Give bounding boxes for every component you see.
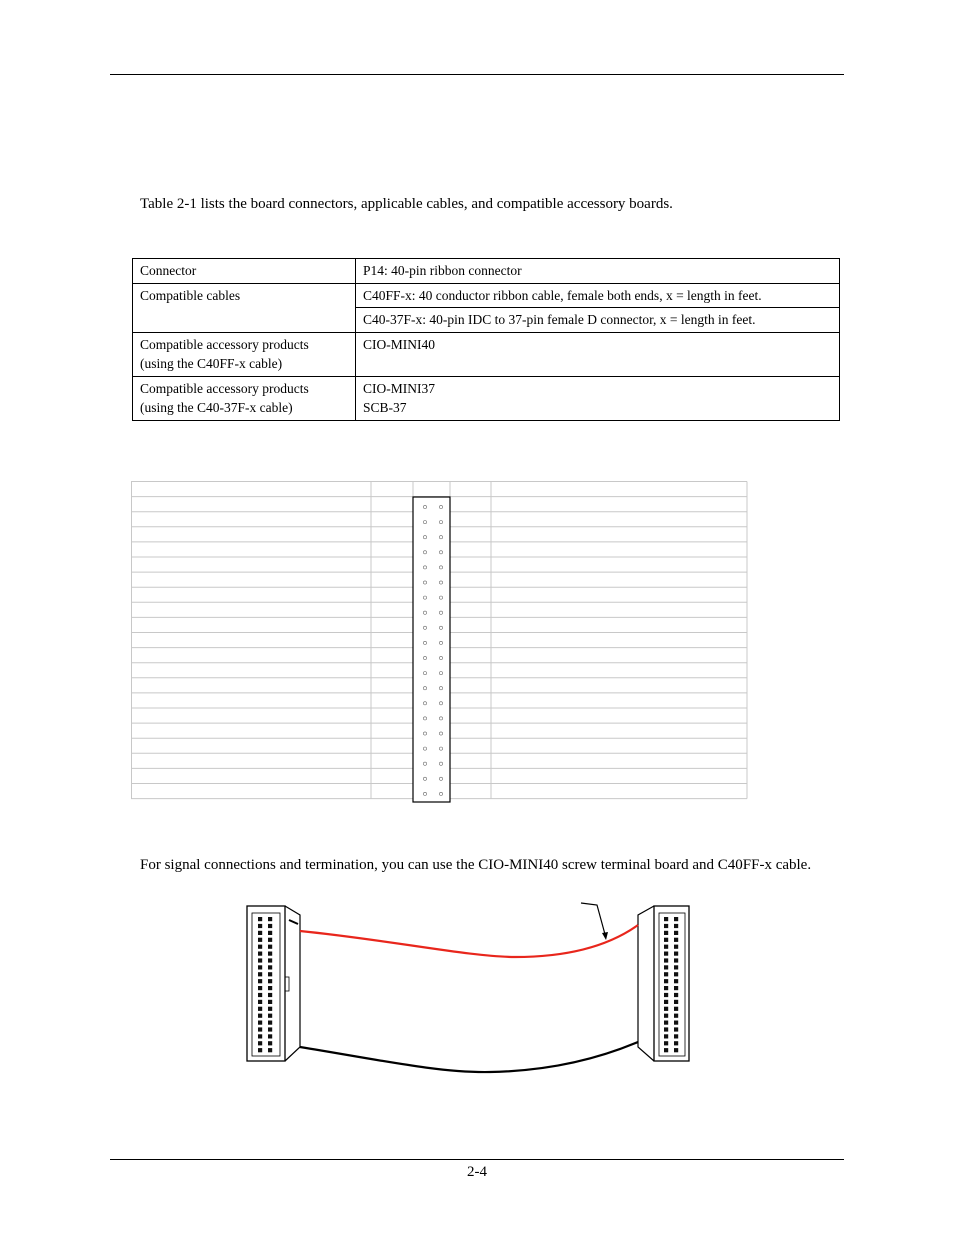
cable-connector-pin bbox=[664, 924, 668, 928]
cable-connector-pin bbox=[674, 945, 678, 949]
cable-connector-pin bbox=[268, 1048, 272, 1052]
cable-red-stripe-edge bbox=[300, 925, 638, 957]
cable-connector-pin bbox=[664, 1007, 668, 1011]
cable-connector-pin bbox=[674, 965, 678, 969]
pin1-marker bbox=[289, 920, 298, 924]
cable-connector-pin bbox=[674, 1034, 678, 1038]
cable-connector-pin bbox=[258, 1027, 262, 1031]
accessory-2-label bbox=[133, 376, 356, 420]
cable-connector-pin bbox=[674, 938, 678, 942]
cable-connector-pin bbox=[674, 993, 678, 997]
cable-connector-pin bbox=[258, 1007, 262, 1011]
connector-header-graphic bbox=[413, 497, 450, 802]
cable-connector-pin bbox=[258, 972, 262, 976]
footer-rule bbox=[110, 1159, 844, 1160]
cable-connector-pin bbox=[674, 952, 678, 956]
cable-connector-pin bbox=[258, 924, 262, 928]
right-connector-body bbox=[638, 906, 654, 1061]
cable-connector-pin bbox=[258, 958, 262, 962]
cable-connector-pin bbox=[664, 1000, 668, 1004]
red-stripe-pointer bbox=[581, 903, 606, 938]
cable-connector-pin bbox=[674, 1027, 678, 1031]
cable-connector-pin bbox=[674, 1041, 678, 1045]
cable-connector-pin bbox=[258, 931, 262, 935]
cable-connector-pin bbox=[674, 958, 678, 962]
cable-connector-pin bbox=[258, 979, 262, 983]
cable-connector-pin bbox=[664, 1048, 668, 1052]
cable-connector-pin bbox=[268, 1041, 272, 1045]
cable-connector-pin bbox=[258, 952, 262, 956]
cable-connector-pin bbox=[664, 972, 668, 976]
cables-label: Compatible cables bbox=[133, 283, 356, 332]
accessory-1-label-line1: Compatible accessory products bbox=[140, 336, 309, 352]
cable-connector-pin bbox=[674, 1021, 678, 1025]
pointer-arrowhead bbox=[602, 932, 608, 940]
cable-connector-pin bbox=[268, 1007, 272, 1011]
connector-table bbox=[132, 258, 840, 421]
cable-connector-pin bbox=[268, 952, 272, 956]
cable-connector-pin bbox=[664, 958, 668, 962]
cable-connector-pin bbox=[258, 1048, 262, 1052]
cable-connector-pin bbox=[664, 1027, 668, 1031]
cable-connector-pin bbox=[674, 1014, 678, 1018]
accessory-1-label-line2: (using the C40FF-x cable) bbox=[140, 356, 283, 371]
cable-connector-pin bbox=[674, 972, 678, 976]
cable-connector-pin bbox=[268, 979, 272, 983]
accessory-2-value-2: SCB-37 bbox=[363, 400, 407, 415]
accessory-2-value-1: CIO-MINI37 bbox=[363, 380, 435, 396]
cable-connector-pin bbox=[258, 1021, 262, 1025]
cable-connector-pin bbox=[268, 938, 272, 942]
table-row bbox=[133, 259, 840, 284]
cable-connector-pin bbox=[268, 1014, 272, 1018]
cable-connector-pin bbox=[664, 938, 668, 942]
connector-label: Connector bbox=[133, 259, 356, 284]
accessory-2-label-line2: (using the C40-37F-x cable) bbox=[140, 400, 293, 415]
cable-connector-pin bbox=[258, 993, 262, 997]
connector-value: P14: 40-pin ribbon connector bbox=[356, 259, 840, 284]
cable-connector-pin bbox=[258, 986, 262, 990]
cable-connector-pin bbox=[674, 1048, 678, 1052]
cable-2: C40-37F-x: 40-pin IDC to 37-pin female D connector, x = length in feet. bbox=[356, 308, 840, 333]
intro-paragraph: Table 2-1 lists the board connectors, applicable cables, and compatible accessory boards. bbox=[140, 196, 673, 212]
left-connector-body bbox=[285, 906, 300, 1061]
cable-connector-pin bbox=[268, 945, 272, 949]
page-number: 2-4 bbox=[467, 1164, 487, 1180]
cable-connector-pin bbox=[674, 1007, 678, 1011]
cable-connector-pin bbox=[268, 1021, 272, 1025]
cable-connector-pin bbox=[258, 917, 262, 921]
cable-connector-pin bbox=[268, 958, 272, 962]
cable-connector-pin bbox=[258, 945, 262, 949]
cable-connector-pin bbox=[674, 931, 678, 935]
cable-connector-pin bbox=[268, 1000, 272, 1004]
accessory-1-label bbox=[133, 332, 356, 376]
header-rule bbox=[110, 74, 844, 75]
cable-connector-pin bbox=[674, 979, 678, 983]
cable-connector-pin bbox=[268, 931, 272, 935]
table-row bbox=[133, 376, 840, 420]
table-row bbox=[133, 332, 840, 376]
cable-connector-pin bbox=[268, 1027, 272, 1031]
signal-paragraph: For signal connections and termination, you can use the CIO-MINI40 screw terminal board and C40FF-x cable. bbox=[140, 857, 812, 873]
cable-connector-pin bbox=[258, 1000, 262, 1004]
cable-connector-pin bbox=[674, 917, 678, 921]
cable-connector-pin bbox=[664, 952, 668, 956]
cable-connector-pin bbox=[664, 965, 668, 969]
cable-connector-pin bbox=[664, 1041, 668, 1045]
left-connector-graphic bbox=[247, 906, 285, 1061]
cable-connector-pin bbox=[664, 993, 668, 997]
accessory-2-value bbox=[356, 376, 840, 420]
cable-connector-pin bbox=[268, 965, 272, 969]
cable-connector-pin bbox=[664, 986, 668, 990]
cable-connector-pin bbox=[268, 972, 272, 976]
cable-connector-pin bbox=[664, 1021, 668, 1025]
cable-connector-pin bbox=[268, 993, 272, 997]
cable-connector-pin bbox=[268, 986, 272, 990]
table-row bbox=[133, 283, 840, 308]
cable-connector-pin bbox=[664, 917, 668, 921]
ribbon-cable-graphic bbox=[240, 895, 700, 1080]
accessory-2-label-line1: Compatible accessory products bbox=[140, 380, 309, 396]
cable-connector-pin bbox=[664, 979, 668, 983]
cable-connector-pin bbox=[674, 924, 678, 928]
cable-connector-pin bbox=[268, 917, 272, 921]
cable-connector-pin bbox=[258, 1034, 262, 1038]
cable-connector-pin bbox=[258, 1041, 262, 1045]
cable-connector-pin bbox=[664, 931, 668, 935]
pinout-diagram bbox=[131, 481, 748, 803]
cable-connector-pin bbox=[674, 1000, 678, 1004]
cable-connector-pin bbox=[258, 965, 262, 969]
cable-connector-pin bbox=[664, 1014, 668, 1018]
cable-connector-pin bbox=[664, 945, 668, 949]
cable-connector-pin bbox=[268, 924, 272, 928]
cable-connector-pin bbox=[258, 1014, 262, 1018]
cable-connector-pin bbox=[268, 1034, 272, 1038]
cable-connector-pin bbox=[664, 1034, 668, 1038]
cable-connector-pin bbox=[674, 986, 678, 990]
accessory-1-value: CIO-MINI40 bbox=[356, 332, 840, 376]
cable-connector-pin bbox=[258, 938, 262, 942]
cable-1: C40FF-x: 40 conductor ribbon cable, female both ends, x = length in feet. bbox=[356, 283, 840, 308]
cable-bottom-edge bbox=[300, 1042, 638, 1072]
